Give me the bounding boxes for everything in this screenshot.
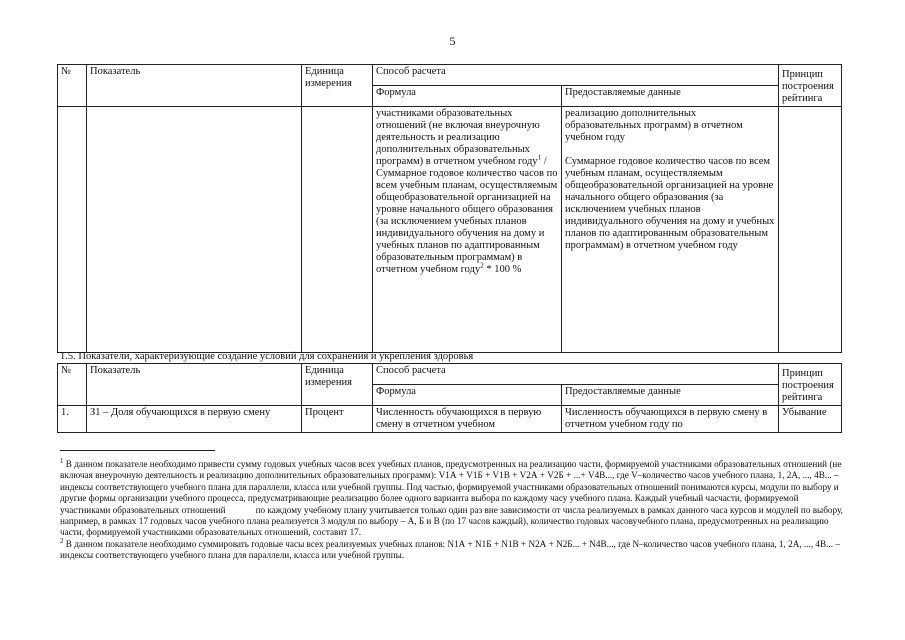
footnotes bbox=[60, 456, 850, 562]
row-data: Численность обучающихся в первую смену в отчетном учебном году по bbox=[562, 406, 779, 433]
row-num: 1. bbox=[58, 406, 87, 433]
header-method: Способ расчета bbox=[373, 65, 779, 86]
header-unit: Единица измерения bbox=[302, 65, 373, 107]
row-principle: Убывание bbox=[779, 406, 842, 433]
header-method: Способ расчета bbox=[373, 364, 779, 385]
indicators-table-continued bbox=[57, 64, 842, 353]
header-formula: Формула bbox=[373, 385, 562, 406]
cell-indicator bbox=[87, 107, 302, 353]
header-principle: Принцип построения рейтинга bbox=[779, 65, 842, 107]
data-paragraph-1: реализацию дополнительных образовательных программ) в отчетном учебном году bbox=[565, 108, 743, 143]
row-formula: Численность обучающихся в первую смену в отчетном учебном bbox=[373, 406, 562, 433]
cell-unit bbox=[302, 107, 373, 353]
footnote-separator bbox=[60, 450, 215, 451]
row-indicator: З1 – Доля обучающихся в первую смену bbox=[87, 406, 302, 433]
cell-formula: участниками образовательных отношений (не включая внеурочную деятельность и реализацию дополнительных образовательных программ) в отчетном учебном году$^1$ / Суммарное годовое количество часов по всем учебным планам, осуществляемым общеобразовательной организацией на уровне начального общего образования (за исключением учебных планов индивидуального обучения на дому и учебных планов по адаптированным образовательным программам) в отчетном учебном году$^2$ * 100 % bbox=[373, 107, 562, 353]
row-unit: Процент bbox=[302, 406, 373, 433]
header-indicator: Показатель bbox=[87, 65, 302, 107]
table-row bbox=[58, 406, 842, 433]
header-data: Предоставляемые данные bbox=[562, 86, 779, 107]
footnote-2: $^2$ В данном показателе необходимо суммировать годовые часы всех реализуемых учебных планов: N1А + N1Б + N1В + N2А + N2Б... + N4В..., где N–количество часов учебного плана, 1, 2А, ..., 4В... – индексы соответствующего учебного плана для параллели, класса или учебной группы. bbox=[60, 536, 840, 561]
header-indicator: Показатель bbox=[87, 364, 302, 406]
header-unit: Единица измерения bbox=[302, 364, 373, 406]
header-principle: Принцип построения рейтинга bbox=[779, 364, 842, 406]
cell-data bbox=[562, 107, 779, 353]
page-number: 5 bbox=[449, 34, 456, 48]
health-indicators-table bbox=[57, 363, 842, 433]
header-data: Предоставляемые данные bbox=[562, 385, 779, 406]
section-title: 1.5. Показатели, характеризующие создание условий для сохранения и укрепления здоровья bbox=[60, 351, 474, 362]
data-paragraph-2: Суммарное годовое количество часов по всем учебным планам, осуществляемым общеобразовательной организацией на уровне начального общего образования (за исключением учебных планов индивидуального обучения на дому и учебных планов по адаптированным образовательным программам) в отчетном учебном году bbox=[565, 156, 775, 251]
header-num: № bbox=[58, 65, 87, 107]
header-num: № bbox=[58, 364, 87, 406]
footnote-1: $^1$ В данном показателе необходимо привести сумму годовых учебных часов всех учебных планов, предусмотренных на реализацию части, формируемой участниками образовательных отношений (не включая внеурочную деятельность и реализацию дополнительных образовательных программ): V1А + V1Б + V1В + V2А + V2Б + ...+ V4В..., где V–количество часов учебного плана, 1, 2А, ..., 4В... – индексы соответствующего учебного плана для параллели, класса или учебной группы. Под частью, формируемой участниками образовательных отношений понимаются курсы, модули по выбору и другие формы организации учебного процесса, предусматривающие реализацию более одного варианта выбора по каждому часу учебного плана. Каждый учебный часчасти, формируемой участниками образовательных отношений по каждому учебному плану учитывается только один раз вне зависимости от числа реализуемых в рамках данного часа курсов и модулей по выбору, например, в рамках 17 годовых часов учебного плана реализуется 3 модуля по выбору – А, Б и В (по 17 часов каждый), количество годовых часовучебного плана, предусмотренных на реализацию части, формируемой участниками образовательных отношений, составит 17. bbox=[60, 456, 843, 538]
cell-num bbox=[58, 107, 87, 353]
header-formula: Формула bbox=[373, 86, 562, 107]
cell-principle bbox=[779, 107, 842, 353]
